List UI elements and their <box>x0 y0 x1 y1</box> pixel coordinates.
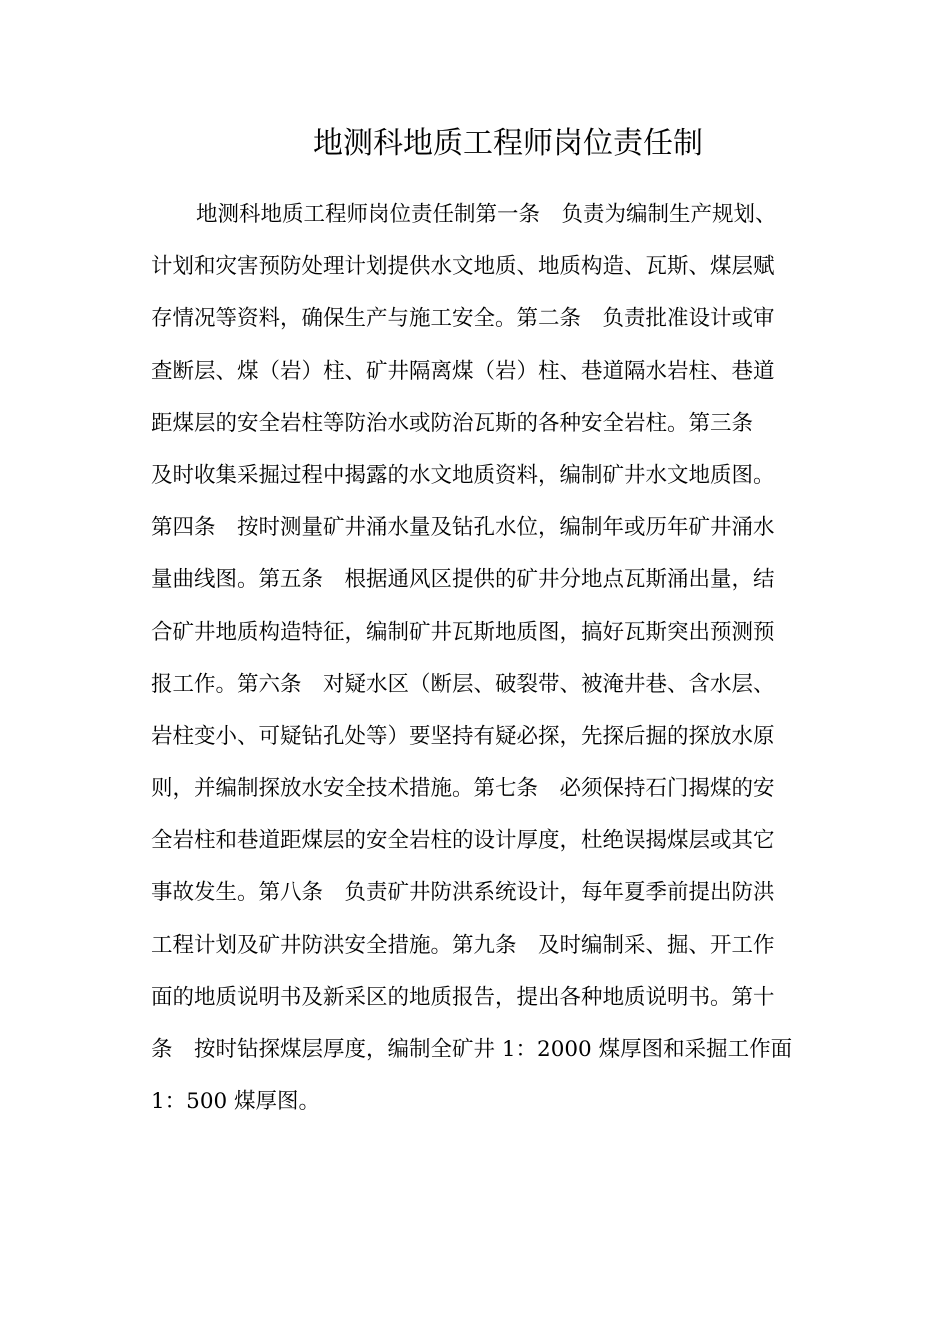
body-line: 工程计划及矿井防洪安全措施。第九条 及时编制采、掘、开工作 <box>151 932 775 958</box>
body-line: 查断层、煤（岩）柱、矿井隔离煤（岩）柱、巷道隔水岩柱、巷道 <box>151 358 775 384</box>
body-line: 报工作。第六条 对疑水区（断层、破裂带、被淹井巷、含水层、 <box>151 671 775 697</box>
body-line: 条 按时钻探煤层厚度，编制全矿井 1：2000 煤厚图和采掘工作面 <box>151 1037 793 1062</box>
body-line: 地测科地质工程师岗位责任制第一条 负责为编制生产规划、 <box>196 202 777 227</box>
body-line: 1：500 煤厚图。 <box>151 1089 321 1115</box>
body-line: 第四条 按时测量矿井涌水量及钻孔水位，编制年或历年矿井涌水 <box>151 515 775 541</box>
body-line: 存情况等资料，确保生产与施工安全。第二条 负责批准设计或审 <box>151 306 775 332</box>
document-title: 地测科地质工程师岗位责任制 <box>313 126 703 161</box>
body-line: 及时收集采掘过程中揭露的水文地质资料，编制矿井水文地质图。 <box>151 462 775 488</box>
body-line: 量曲线图。第五条 根据通风区提供的矿井分地点瓦斯涌出量，结 <box>151 567 775 593</box>
document-body <box>151 196 811 1135</box>
body-line: 距煤层的安全岩柱等防治水或防治瓦斯的各种安全岩柱。第三条 <box>151 410 754 436</box>
body-line: 事故发生。第八条 负责矿井防洪系统设计，每年夏季前提出防洪 <box>151 880 775 906</box>
body-line: 计划和灾害预防处理计划提供水文地质、地质构造、瓦斯、煤层赋 <box>151 254 775 280</box>
body-line: 岩柱变小、可疑钻孔处等）要坚持有疑必探，先探后掘的探放水原 <box>151 723 775 749</box>
body-line: 则，并编制探放水安全技术措施。第七条 必须保持石门揭煤的安 <box>151 776 775 802</box>
body-line: 面的地质说明书及新采区的地质报告，提出各种地质说明书。第十 <box>151 984 775 1010</box>
body-line: 全岩柱和巷道距煤层的安全岩柱的设计厚度，杜绝误揭煤层或其它 <box>151 828 775 854</box>
body-line: 合矿井地质构造特征，编制矿井瓦斯地质图，搞好瓦斯突出预测预 <box>151 619 775 645</box>
